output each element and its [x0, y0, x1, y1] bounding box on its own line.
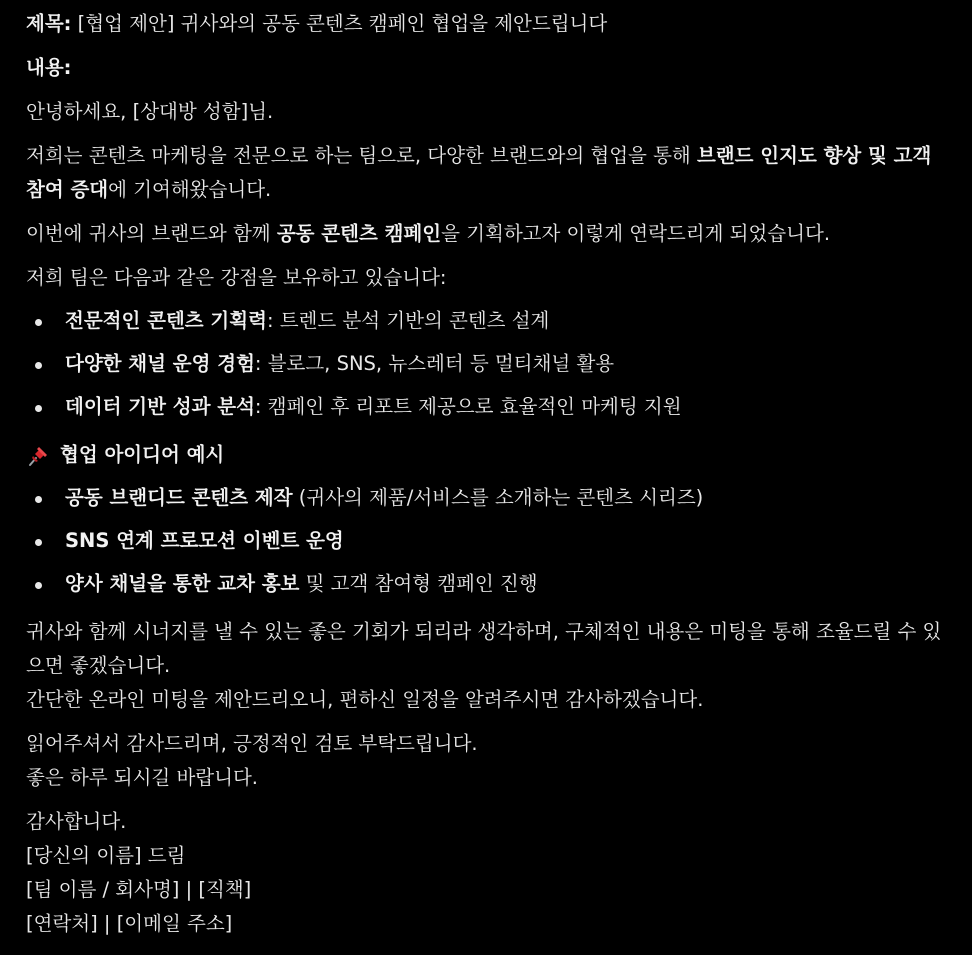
idea-title: SNS 연계 프로모션 이벤트 운영	[65, 529, 344, 552]
bullet-icon	[35, 405, 42, 412]
list-item	[26, 524, 972, 558]
proposal-bold: 공동 콘텐츠 캠페인	[276, 222, 442, 245]
list-item	[26, 304, 972, 338]
subject-line	[26, 7, 972, 41]
bullet-icon	[35, 319, 42, 326]
closing-paragraph-2	[26, 727, 972, 795]
pushpin-icon	[26, 444, 50, 468]
strength-desc: : 블로그, SNS, 뉴스레터 등 멀티채널 활용	[254, 352, 615, 375]
proposal-paragraph	[26, 217, 972, 251]
list-item	[26, 390, 972, 424]
intro-bold: 브랜드 인지도 향상 및 고객 참여 증대	[26, 144, 932, 201]
bullet-icon	[35, 539, 42, 546]
signature-block	[26, 805, 972, 941]
idea-desc: 및 고객 참여형 캠페인 진행	[299, 572, 538, 595]
ideas-heading-text: 협업 아이디어 예시	[60, 443, 225, 466]
list-item	[26, 567, 972, 601]
strengths-list	[26, 304, 972, 424]
intro-text-2: 에 기여해왔습니다.	[108, 178, 272, 201]
subject-label: 제목:	[26, 12, 72, 35]
closing1-line1: 귀사와 함께 시너지를 낼 수 있는 좋은 기회가 되리라 생각하며, 구체적인 내용은 미팅을 통해 조율드릴 수 있으면 좋겠습니다.	[26, 620, 942, 677]
subject-text: [협업 제안] 귀사와의 공동 콘텐츠 캠페인 협업을 제안드립니다	[71, 12, 608, 35]
closing2-line1: 읽어주셔서 감사드리며, 긍정적인 검토 부탁드립니다.	[26, 732, 478, 755]
content-label-text: 내용:	[26, 56, 72, 79]
list-item	[26, 347, 972, 381]
bullet-icon	[35, 582, 42, 589]
signature-contact: [연락처] | [이메일 주소]	[26, 912, 233, 935]
content-label	[26, 51, 972, 85]
strength-desc: : 트렌드 분석 기반의 콘텐츠 설계	[266, 309, 550, 332]
closing-paragraph-1	[26, 615, 956, 717]
closing1-line2: 간단한 온라인 미팅을 제안드리오니, 편하신 일정을 알려주시면 감사하겠습니다.	[26, 688, 704, 711]
intro-paragraph	[26, 139, 956, 207]
ideas-heading	[26, 438, 972, 472]
list-item	[26, 481, 972, 515]
bullet-icon	[35, 496, 42, 503]
strength-title: 데이터 기반 성과 분석	[65, 395, 255, 418]
strength-title: 전문적인 콘텐츠 기획력	[65, 309, 267, 332]
strengths-intro: 저희 팀은 다음과 같은 강점을 보유하고 있습니다:	[26, 266, 447, 289]
greeting: 안녕하세요, [상대방 성함]님.	[26, 100, 274, 123]
intro-text-1: 저희는 콘텐츠 마케팅을 전문으로 하는 팀으로, 다양한 브랜드와의 협업을 통해	[26, 144, 697, 167]
idea-title: 공동 브랜디드 콘텐츠 제작	[65, 486, 293, 509]
bullet-icon	[35, 362, 42, 369]
proposal-text-1: 이번에 귀사의 브랜드와 함께	[26, 222, 277, 245]
idea-desc: (귀사의 제품/서비스를 소개하는 콘텐츠 시리즈)	[292, 486, 704, 509]
closing2-line2: 좋은 하루 되시길 바랍니다.	[26, 766, 259, 789]
strength-desc: : 캠페인 후 리포트 제공으로 효율적인 마케팅 지원	[254, 395, 682, 418]
proposal-text-2: 을 기획하고자 이렇게 연락드리게 되었습니다.	[441, 222, 831, 245]
signature-team: [팀 이름 / 회사명] | [직책]	[26, 878, 252, 901]
signature-thanks: 감사합니다.	[26, 810, 127, 833]
strength-title: 다양한 채널 운영 경험	[65, 352, 255, 375]
ideas-list	[26, 481, 972, 601]
signature-name: [당신의 이름] 드림	[26, 844, 186, 867]
idea-title: 양사 채널을 통한 교차 홍보	[65, 572, 300, 595]
